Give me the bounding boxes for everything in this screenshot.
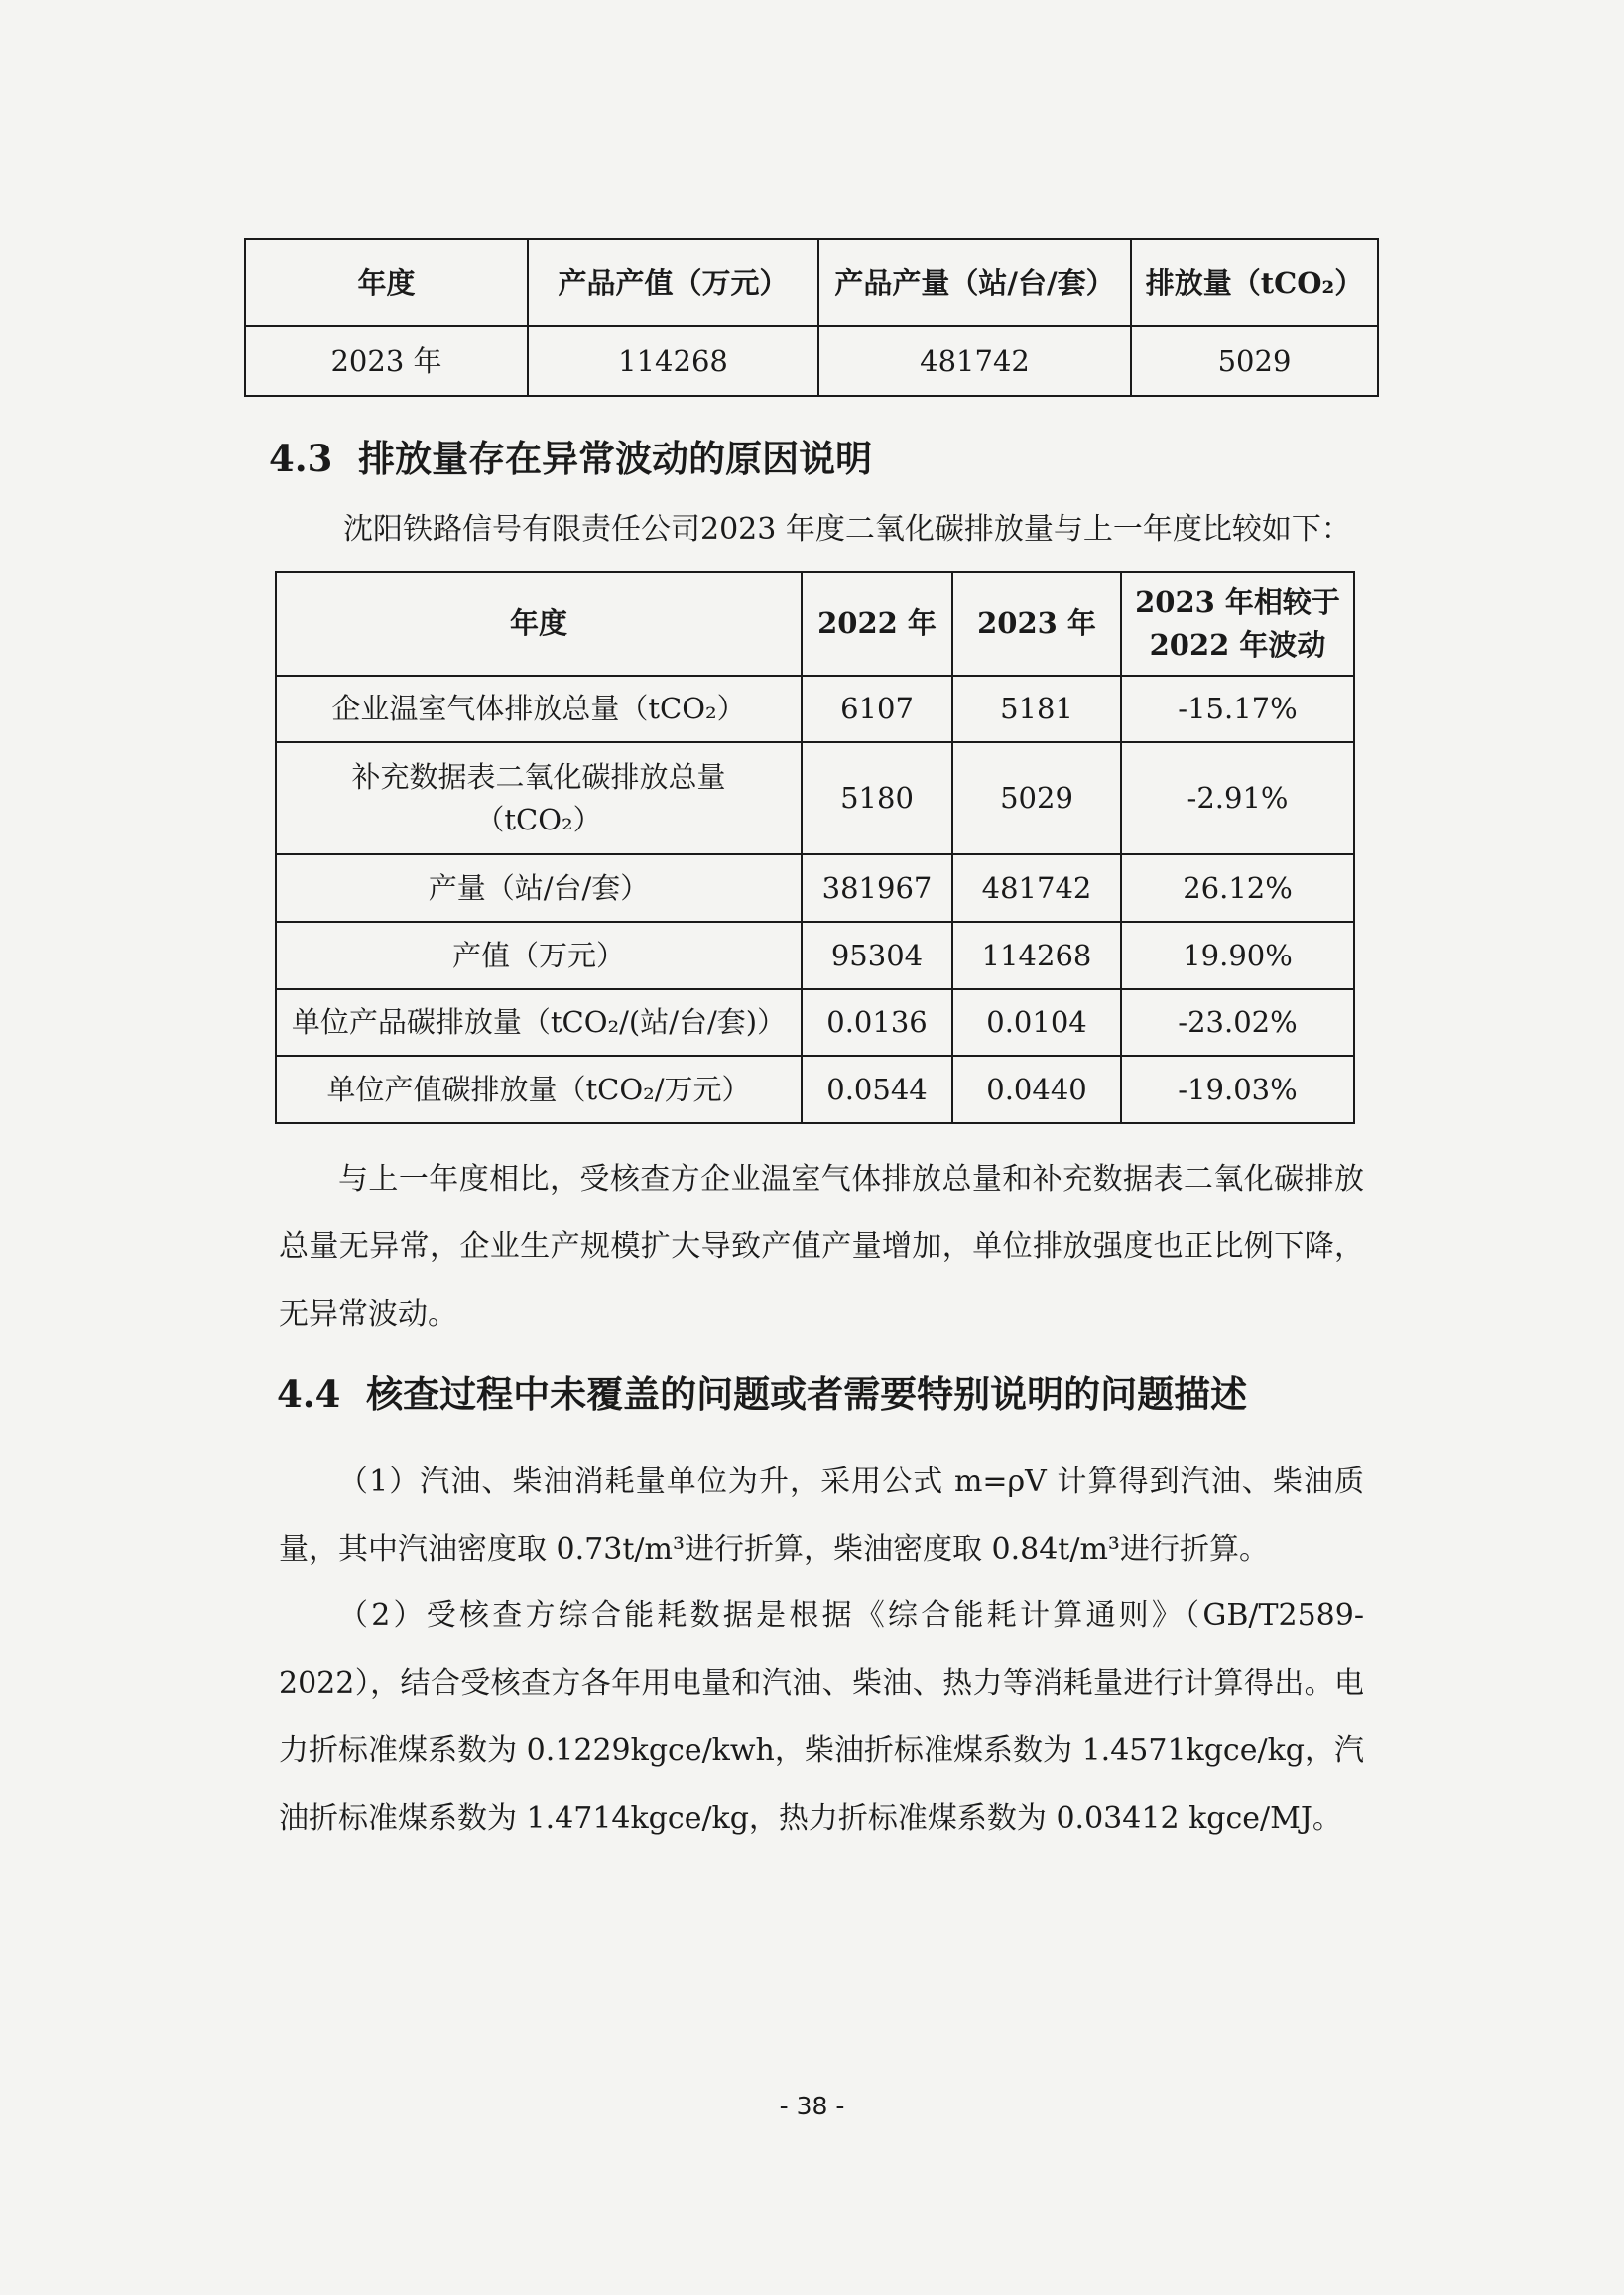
table-cell: 5029 xyxy=(1131,326,1378,396)
column-header: 年度 xyxy=(245,239,528,326)
table-cell: 95304 xyxy=(802,922,952,989)
page-number: - 38 - xyxy=(779,2092,845,2120)
row-label: 单位产值碳排放量（tCO₂/万元） xyxy=(276,1056,802,1123)
column-header: 产品产量（站/台/套） xyxy=(818,239,1131,326)
section-heading-4-3 xyxy=(269,429,872,482)
column-header: 排放量（tCO₂） xyxy=(1131,239,1378,326)
table-row xyxy=(276,1056,1354,1123)
conclusion-paragraph: 与上一年度相比，受核查方企业温室气体排放总量和补充数据表二氧化碳排放总量无异常，企业生产规模扩大导致产值产量增加，单位排放强度也正比例下降，无异常波动。 xyxy=(279,1162,1364,1332)
table-cell: -2.91% xyxy=(1121,742,1354,854)
year-comparison-table xyxy=(275,571,1355,1124)
row-label: 企业温室气体排放总量（tCO₂） xyxy=(276,676,802,742)
column-header: 2023 年 xyxy=(952,572,1121,676)
table-cell: 5181 xyxy=(952,676,1121,742)
table-cell: 481742 xyxy=(952,854,1121,922)
table-cell: 481742 xyxy=(818,326,1131,396)
table-cell: 5180 xyxy=(802,742,952,854)
table-cell: 5029 xyxy=(952,742,1121,854)
table-cell: 381967 xyxy=(802,854,952,922)
table-cell: -23.02% xyxy=(1121,989,1354,1056)
table-row xyxy=(276,854,1354,922)
section-title: 核查过程中未覆盖的问题或者需要特别说明的问题描述 xyxy=(366,1372,1248,1416)
table-cell: 0.0544 xyxy=(802,1056,952,1123)
column-header: 2022 年 xyxy=(802,572,952,676)
row-label: 单位产品碳排放量（tCO₂/(站/台/套)） xyxy=(276,989,802,1056)
table-row xyxy=(276,742,1354,854)
row-label: 产值（万元） xyxy=(276,922,802,989)
table-cell: 114268 xyxy=(528,326,818,396)
table-cell: 2023 年 xyxy=(245,326,528,396)
table-cell: 0.0104 xyxy=(952,989,1121,1056)
table-cell: 0.0136 xyxy=(802,989,952,1056)
row-label: 补充数据表二氧化碳排放总量（tCO₂） xyxy=(276,742,802,854)
table-row xyxy=(276,676,1354,742)
table-cell: -15.17% xyxy=(1121,676,1354,742)
row-label: 产量（站/台/套） xyxy=(276,854,802,922)
comparison-intro: 沈阳铁路信号有限责任公司2023 年度二氧化碳排放量与上一年度比较如下： xyxy=(343,512,1351,547)
column-header: 2023 年相较于 2022 年波动 xyxy=(1121,572,1354,676)
table-row xyxy=(245,326,1378,396)
table-cell: 0.0440 xyxy=(952,1056,1121,1123)
table-cell: -19.03% xyxy=(1121,1056,1354,1123)
table-header-row xyxy=(276,572,1354,676)
output-emission-table xyxy=(244,238,1379,397)
section-number: 4.4 xyxy=(277,1372,341,1416)
table-cell: 114268 xyxy=(952,922,1121,989)
section-number: 4.3 xyxy=(269,437,333,480)
table-row xyxy=(276,989,1354,1056)
column-header: 产品产值（万元） xyxy=(528,239,818,326)
note-paragraph-2: （2）受核查方综合能耗数据是根据《综合能耗计算通则》（GB/T2589-2022），结合受核查方各年用电量和汽油、柴油、热力等消耗量进行计算得出。电力折标准煤系数为 0.1229kgce/kwh，柴油折标准煤系数为 1.4571kgce/kg，汽油折标准煤系数为 1.4714kgce/kg，热力折标准煤系数为 0.03412 kgce/MJ。 xyxy=(279,1598,1364,1836)
note-paragraph-1: （1）汽油、柴油消耗量单位为升，采用公式 m=ρV 计算得到汽油、柴油质量，其中汽油密度取 0.73t/m³进行折算，柴油密度取 0.84t/m³进行折算。 xyxy=(279,1465,1364,1567)
table-cell: 26.12% xyxy=(1121,854,1354,922)
table-cell: 6107 xyxy=(802,676,952,742)
table-row xyxy=(276,922,1354,989)
section-title: 排放量存在异常波动的原因说明 xyxy=(358,437,873,480)
section-heading-4-4 xyxy=(277,1364,1247,1418)
column-header: 年度 xyxy=(276,572,802,676)
table-cell: 19.90% xyxy=(1121,922,1354,989)
table-header-row xyxy=(245,239,1378,326)
